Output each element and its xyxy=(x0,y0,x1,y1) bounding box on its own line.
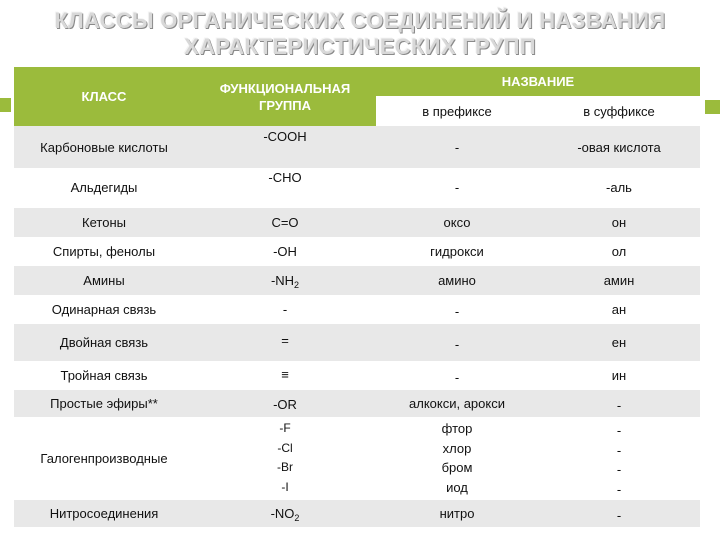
header-functional-group-line2: ГРУППА xyxy=(258,97,312,113)
cell-suffix: - xyxy=(616,462,622,477)
cell-class: Простые эфиры** xyxy=(50,396,158,411)
cell-class: Тройная связь xyxy=(60,368,148,383)
right-accent-bar xyxy=(705,100,720,114)
cell-class: Спирты, фенолы xyxy=(52,244,156,259)
cell-group: -Cl xyxy=(277,440,293,455)
table-row xyxy=(14,168,700,208)
title-line-1: КЛАССЫ ОРГАНИЧЕСКИХ СОЕДИНЕНИЙ И НАЗВАНИЯ xyxy=(54,8,666,33)
header-class xyxy=(14,67,194,126)
cell-group xyxy=(194,506,376,523)
header-class-label: КЛАСС xyxy=(81,89,127,104)
cell-class: Кетоны xyxy=(82,215,126,230)
table-row xyxy=(14,295,700,324)
cell-prefix: - xyxy=(454,140,460,155)
table-row xyxy=(14,266,700,295)
cell-group-list xyxy=(194,419,376,497)
cell-class: Карбоновые кислоты xyxy=(40,140,168,155)
cell-group: - xyxy=(282,302,288,317)
cell-suffix: -аль xyxy=(606,180,632,195)
cell-class: Одинарная связь xyxy=(51,302,157,317)
cell-suffix: ан xyxy=(611,302,627,317)
cell-group: C=O xyxy=(271,215,299,230)
cell-prefix: - xyxy=(454,370,460,385)
cell-prefix: фтор xyxy=(441,421,473,436)
header-functional-group-line1: ФУНКЦИОНАЛЬНАЯ xyxy=(219,80,351,96)
cell-prefix-list xyxy=(376,419,538,497)
cell-class: Двойная связь xyxy=(59,335,149,350)
cell-group: ≡ xyxy=(281,367,289,382)
header-functional-group xyxy=(194,67,376,126)
cell-group: -Br xyxy=(277,460,293,474)
cell-group: -I xyxy=(281,479,289,494)
table-row xyxy=(14,237,700,266)
header-suffix xyxy=(538,96,700,126)
cell-group: -OH xyxy=(273,244,297,259)
cell-suffix: - xyxy=(616,481,622,497)
cell-suffix: -овая кислота xyxy=(577,140,661,155)
cell-prefix: амино xyxy=(438,273,476,288)
header-prefix-label: в префиксе xyxy=(422,103,492,119)
cell-group: = xyxy=(281,333,289,348)
cell-suffix: ол xyxy=(611,244,627,259)
cell-group: -CHO xyxy=(268,170,302,185)
table-row xyxy=(14,208,700,237)
table-row xyxy=(14,126,700,168)
cell-class: Галогенпроизводные xyxy=(40,451,168,466)
cell-prefix: алкокси, арокси xyxy=(409,396,505,411)
cell-group: -F xyxy=(279,421,291,435)
cell-class: Альдегиды xyxy=(70,180,138,195)
table-row xyxy=(14,390,700,417)
cell-suffix: - xyxy=(616,423,622,438)
table-row xyxy=(14,417,700,500)
title-line-2: ХАРАКТЕРИСТИЧЕСКИХ ГРУПП xyxy=(184,34,536,59)
header-suffix-label: в суффиксе xyxy=(583,103,655,119)
cell-class: Амины xyxy=(83,273,125,288)
cell-suffix: он xyxy=(611,215,627,230)
cell-suffix: амин xyxy=(603,273,635,288)
cell-suffix: ин xyxy=(611,368,627,383)
cell-prefix: - xyxy=(454,180,460,195)
cell-group xyxy=(194,273,376,290)
cell-class: Нитросоединения xyxy=(49,506,159,521)
table-row xyxy=(14,500,700,527)
cell-prefix: - xyxy=(454,337,460,352)
table-row xyxy=(14,361,700,390)
header-prefix xyxy=(376,96,538,126)
cell-prefix: нитро xyxy=(439,506,475,521)
table-row xyxy=(14,324,700,361)
cell-group-main: -NH xyxy=(270,273,295,288)
header-name xyxy=(376,67,700,96)
header-name-label: НАЗВАНИЕ xyxy=(501,74,575,89)
cell-prefix: - xyxy=(454,304,460,319)
cell-suffix: - xyxy=(616,442,622,458)
cell-suffix-list xyxy=(538,421,700,499)
cell-group-subscript: 2 xyxy=(294,513,300,523)
cell-prefix: гидрокси xyxy=(430,244,484,259)
cell-prefix: хлор xyxy=(442,440,472,456)
cell-group-subscript: 2 xyxy=(294,280,300,290)
cell-prefix: бром xyxy=(441,460,473,475)
page-title xyxy=(0,8,720,60)
cell-suffix: - xyxy=(616,398,622,413)
cell-suffix: ен xyxy=(611,335,627,350)
cell-group: -COOH xyxy=(263,129,307,144)
cell-group-main: -NO xyxy=(270,506,295,521)
cell-group: -OR xyxy=(273,397,297,412)
cell-prefix: иод xyxy=(446,479,468,495)
cell-prefix: оксо xyxy=(443,215,471,230)
cell-suffix: - xyxy=(616,508,622,523)
left-accent-bar xyxy=(0,98,11,112)
